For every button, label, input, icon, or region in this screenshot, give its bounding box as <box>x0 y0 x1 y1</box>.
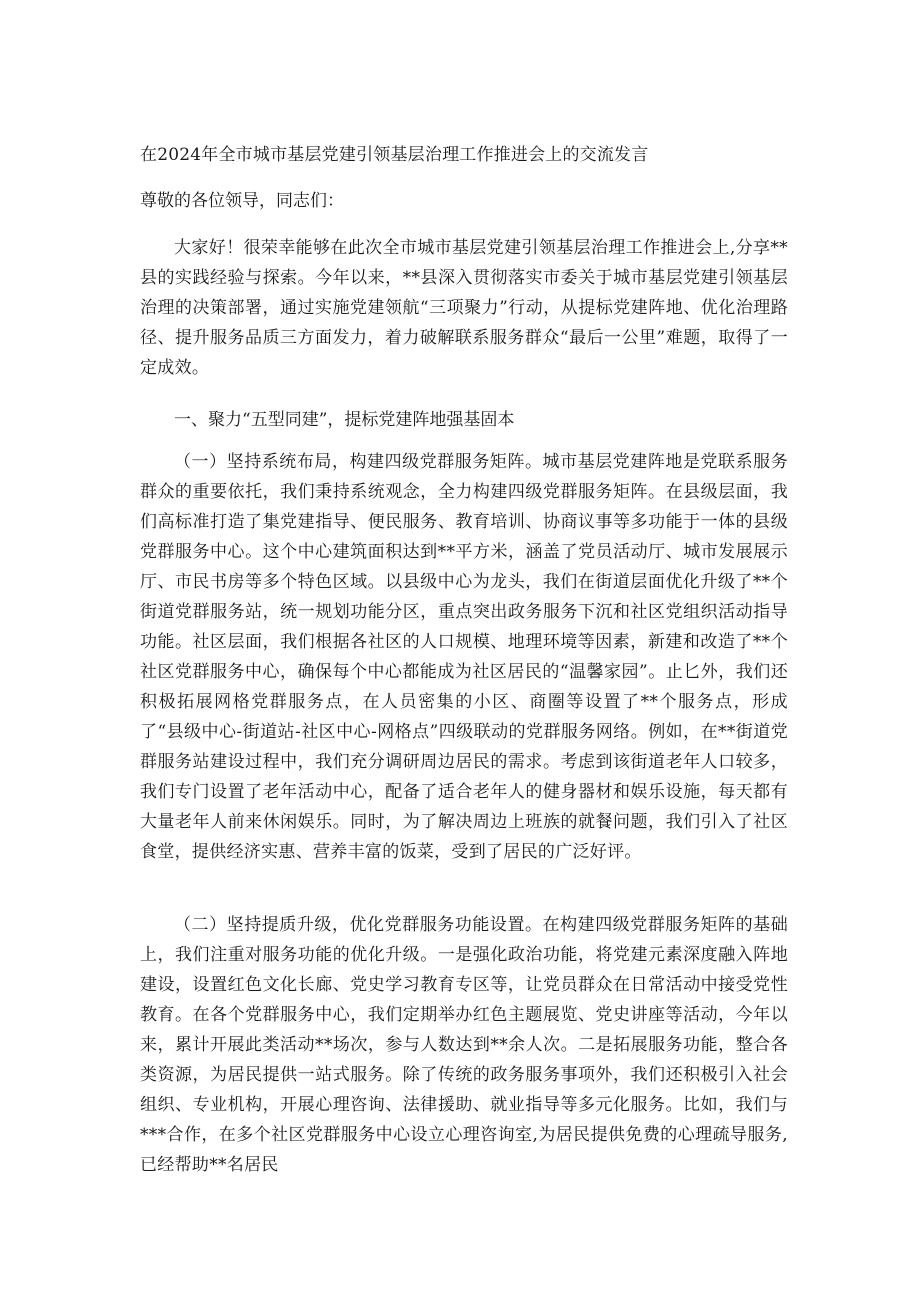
paragraph-subsection-2: （二）坚持提质升级，优化党群服务功能设置。在构建四级党群服务矩阵的基础上，我们注重对服务功能的优化升级。一是强化政治功能，将党建元素深度融入阵地建设，设置红色文化长廊、党史学习教育专区等，让党员群众在日常活动中接受党性教育。在各个党群服务中心，我们定期举办红色主题展览、党史讲座等活动，今年以来，累计开展此类活动**场次，参与人数达到**余人次。二是拓展服务功能，整合各类资源，为居民提供一站式服务。除了传统的政务服务事项外，我们还积极引入社会组织、专业机构，开展心理咨询、法律援助、就业指导等多元化服务。比如，我们与***合作，在多个社区党群服务中心设立心理咨询室,为居民提供免费的心理疏导服务,已经帮助**名居民 <box>140 915 788 1175</box>
paragraph-subsection-1: （一）坚持系统布局，构建四级党群服务矩阵。城市基层党建阵地是党联系服务群众的重要依托，我们秉持系统观念，全力构建四级党群服务矩阵。在县级层面，我们高标准打造了集党建指导、便民服务、教育培训、协商议事等多功能于一体的县级党群服务中心。这个中心建筑面积达到**平方米，涵盖了党员活动厅、城市发展展示厅、市民书房等多个特色区域。以县级中心为龙头，我们在街道层面优化升级了**个街道党群服务站，统一规划功能分区，重点突出政务服务下沉和社区党组织活动指导功能。社区层面，我们根据各社区的人口规模、地理环境等因素，新建和改造了**个社区党群服务中心，确保每个中心都能成为社区居民的“温馨家园”。止匕外，我们还积极拓展网格党群服务点，在人员密集的小区、商圈等设置了**个服务点，形成了“县级中心-街道站-社区中心-网格点”四级联动的党群服务网络。例如，在**街道党群服务站建设过程中，我们充分调研周边居民的需求。考虑到该街道老年人口较多，我们专门设置了老年活动中心，配备了适合老年人的健身器材和娱乐设施，每天都有大量老年人前来休闲娱乐。同时，为了解决周边上班族的就餐问题，我们引入了社区食堂，提供经济实惠、营养丰富的饭菜，受到了居民的广泛好评。 <box>140 452 788 862</box>
salutation: 尊敬的各位领导，同志们： <box>140 191 344 211</box>
paragraph-intro: 大家好！很荣幸能够在此次全市城市基层党建引领基层治理工作推进会上,分享**县的实践经验与探索。今年以来，**县深入贯彻落实市委关于城市基层党建引领基层治理的决策部署，通过实施党建领航“三项聚力”行动，从提标党建阵地、优化治理路径、提升服务品质三方面发力，着力破解联系服务群众“最后一公里”难题，取得了一定成效。 <box>140 238 788 378</box>
section-heading: 一、聚力“五型同建”，提标党建阵地强基固本 <box>174 410 515 430</box>
document-title: 在2024年全市城市基层党建引领基层治理工作推进会上的交流发言 <box>140 145 649 165</box>
